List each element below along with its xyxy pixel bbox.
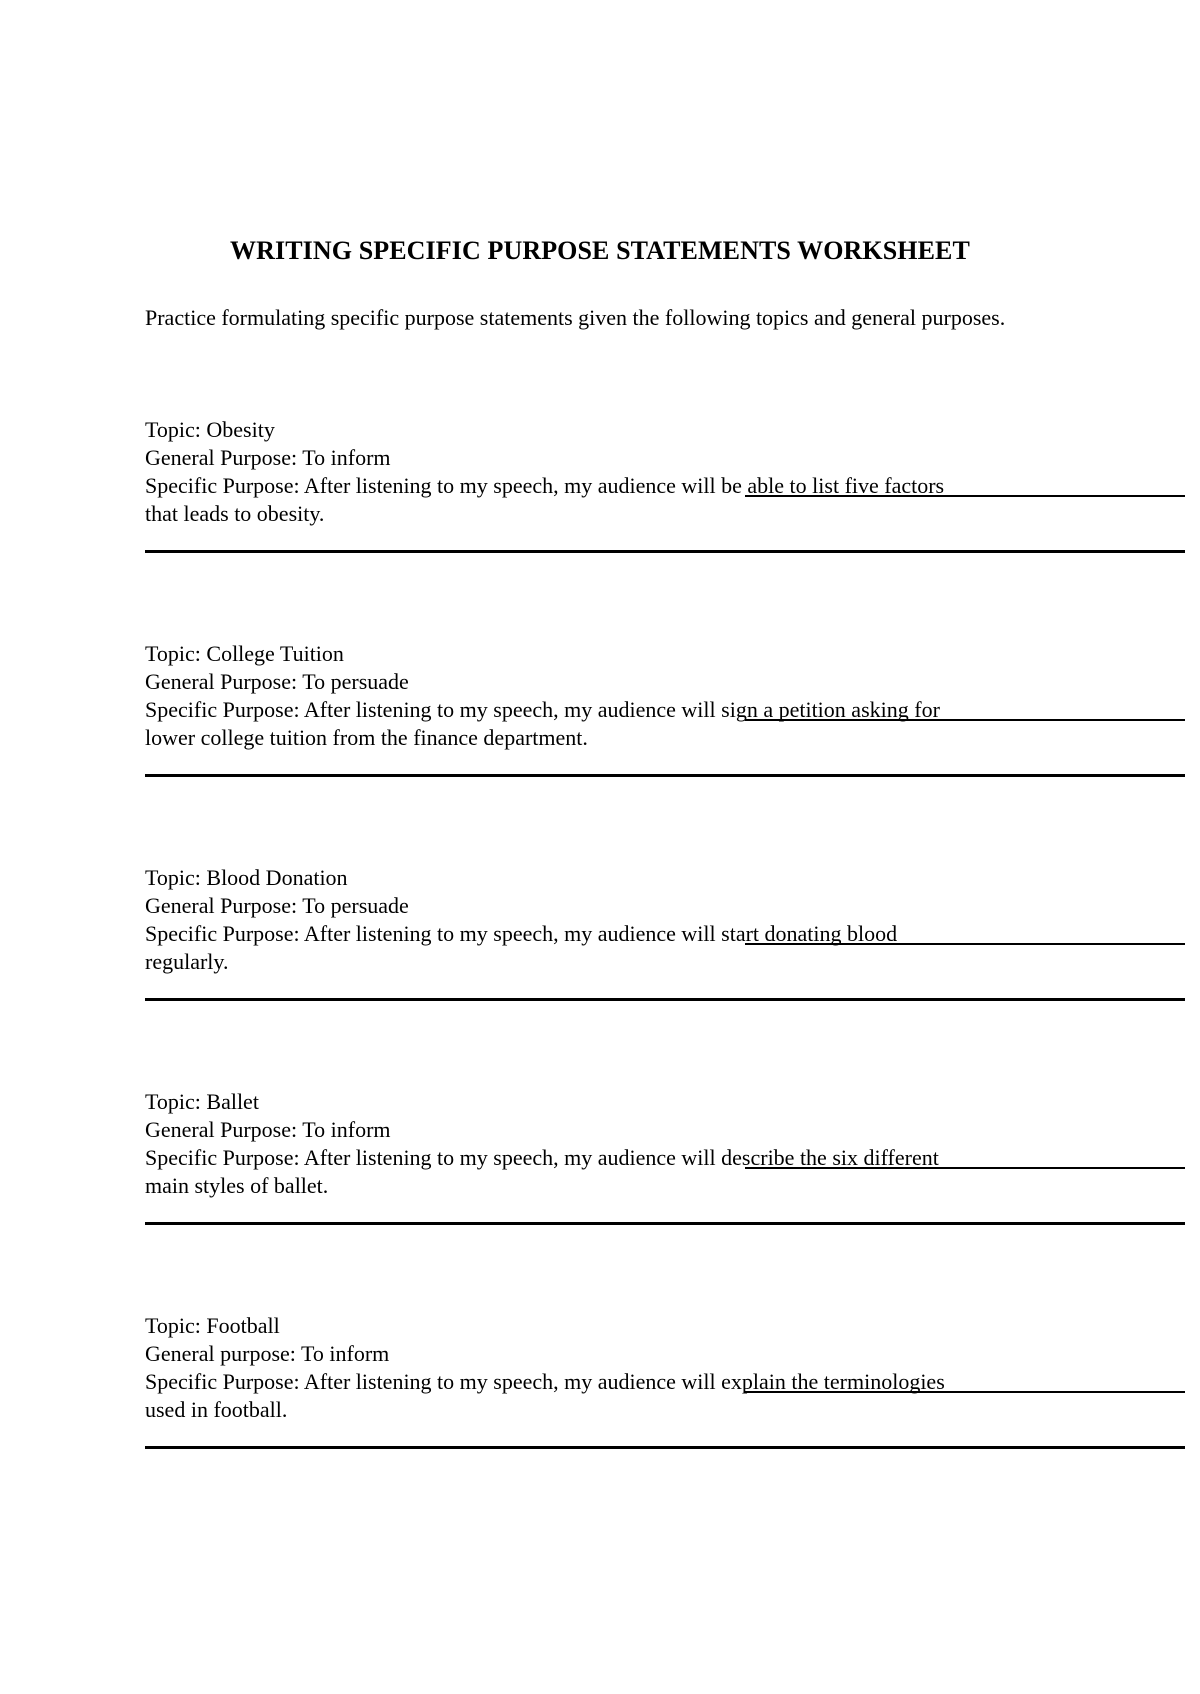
- answer-full-rule: [145, 550, 1185, 553]
- page-title: WRITING SPECIFIC PURPOSE STATEMENTS WORKSHEET: [230, 236, 970, 265]
- answer-underline: [745, 719, 1185, 721]
- topic-line: Topic: Ballet: [145, 1089, 259, 1114]
- specific-purpose-continuation: regularly.: [145, 949, 229, 974]
- answer-underline: [745, 943, 1185, 945]
- topic-line: Topic: Football: [145, 1313, 280, 1338]
- specific-purpose-line: Specific Purpose: After listening to my speech, my audience will be able to list five factors: [145, 473, 945, 498]
- general-purpose-line: General Purpose: To inform: [145, 445, 391, 470]
- answer-underline: [745, 495, 1185, 497]
- general-purpose-line: General Purpose: To persuade: [145, 893, 409, 918]
- intro-paragraph: Practice formulating specific purpose statements given the following topics and general purposes.: [145, 305, 1006, 330]
- section-obesity: [145, 416, 1185, 576]
- general-purpose-line: General Purpose: To inform: [145, 1117, 391, 1142]
- answer-underline: [745, 1167, 1185, 1169]
- specific-purpose-continuation: that leads to obesity.: [145, 501, 325, 526]
- section-ballet: [145, 1088, 1185, 1248]
- specific-purpose-continuation: used in football.: [145, 1397, 288, 1422]
- topic-line: Topic: Blood Donation: [145, 865, 348, 890]
- specific-purpose-continuation: lower college tuition from the finance department.: [145, 725, 588, 750]
- answer-full-rule: [145, 1222, 1185, 1225]
- topic-line: Topic: College Tuition: [145, 641, 344, 666]
- topic-line: Topic: Obesity: [145, 417, 275, 442]
- answer-full-rule: [145, 1446, 1185, 1449]
- answer-full-rule: [145, 774, 1185, 777]
- specific-purpose-line: Specific Purpose: After listening to my speech, my audience will start donating blood: [145, 921, 898, 946]
- specific-purpose-line: Specific Purpose: After listening to my speech, my audience will describe the six different: [145, 1145, 939, 1170]
- answer-full-rule: [145, 998, 1185, 1001]
- general-purpose-line: General purpose: To inform: [145, 1341, 390, 1366]
- specific-purpose-line: Specific Purpose: After listening to my speech, my audience will explain the terminologies: [145, 1369, 945, 1394]
- answer-underline: [745, 1391, 1185, 1393]
- specific-purpose-line: Specific Purpose: After listening to my speech, my audience will sign a petition asking for: [145, 697, 940, 722]
- general-purpose-line: General Purpose: To persuade: [145, 669, 409, 694]
- section-blood-donation: [145, 864, 1185, 1024]
- specific-purpose-continuation: main styles of ballet.: [145, 1173, 329, 1198]
- section-football: [145, 1312, 1185, 1472]
- section-college-tuition: [145, 640, 1185, 800]
